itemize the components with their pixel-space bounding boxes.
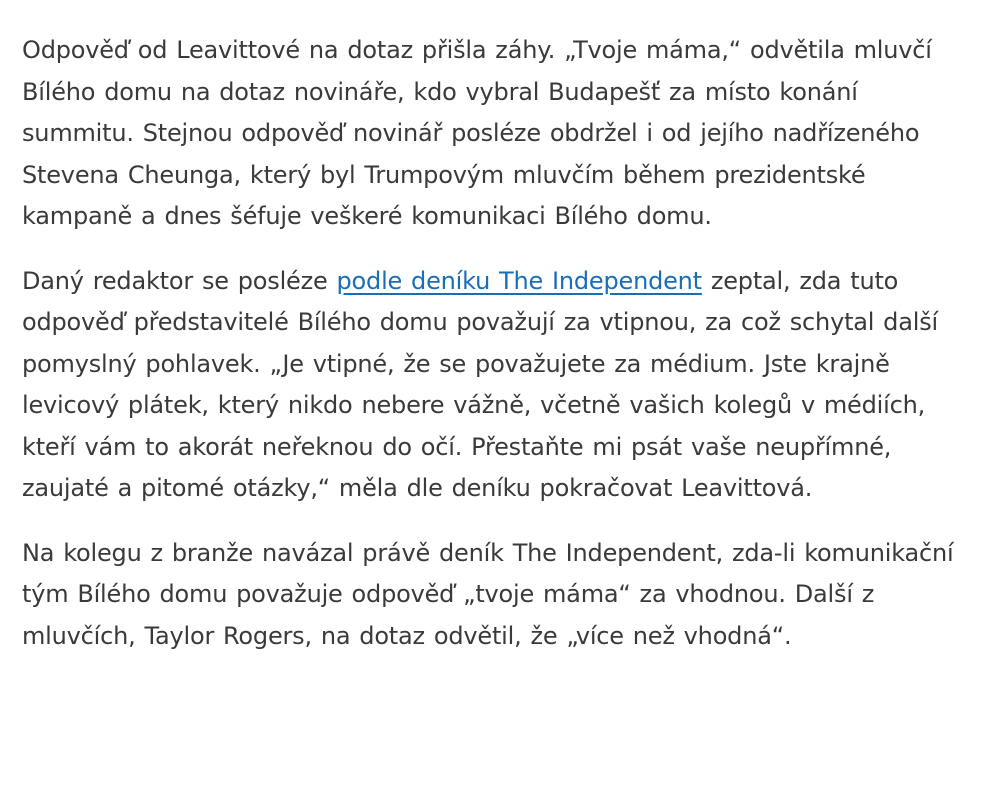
- paragraph-3-text: Na kolegu z branže navázal právě deník The Independent, zda-li komunikační tým Bílého domu považuje odpověď „tvoje máma“ za vhodnou. Další z mluvčích, Taylor Rogers, na dotaz odvětil, že „více než vhodná“.: [22, 538, 954, 650]
- paragraph-3: [22, 533, 962, 658]
- paragraph-1-text: Odpověď od Leavittové na dotaz přišla záhy. „Tvoje máma,“ odvětila mluvčí Bílého domu na dotaz novináře, kdo vybral Budapešť za místo konání summitu. Stejnou odpověď novinář posléze obdržel i od jejího nadřízeného Stevena Cheunga, který byl Trumpovým mluvčím během prezidentské kampaně a dnes šéfuje veškeré komunikaci Bílého domu.: [22, 36, 932, 230]
- article-body: [22, 30, 962, 680]
- paragraph-1: [22, 30, 962, 238]
- paragraph-2: [22, 261, 962, 510]
- paragraph-2-text-before-link: Daný redaktor se posléze: [22, 266, 337, 295]
- paragraph-2-text-after-link: zeptal, zda tuto odpověď představitelé Bílého domu považují za vtipnou, za což schytal další pomyslný pohlavek. „Je vtipné, že se považujete za médium. Jste krajně levicový plátek, který nikdo nebere vážně, včetně vašich kolegů v médiích, kteří vám to akorát neřeknou do očí. Přestaňte mi psát vaše neupřímné, zaujaté a pitomé otázky,“ měla dle deníku pokračovat Leavittová.: [22, 266, 938, 502]
- independent-source-link[interactable]: podle deníku The Independent: [336, 266, 702, 295]
